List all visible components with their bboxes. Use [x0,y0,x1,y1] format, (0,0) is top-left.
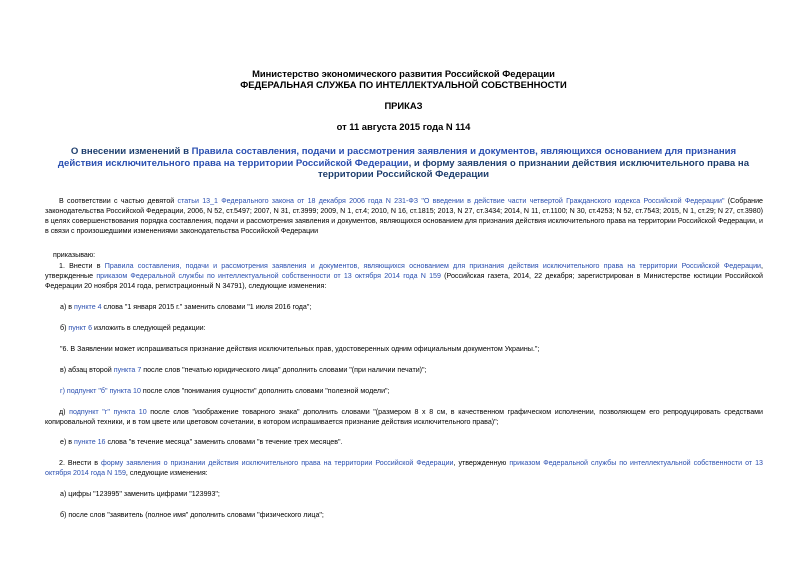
sub-item-g [60,386,390,396]
service-name: ФЕДЕРАЛЬНАЯ СЛУЖБА ПО ИНТЕЛЛЕКТУАЛЬНОЙ СОБСТВЕННОСТИ [240,79,567,90]
sub-b-text-end: изложить в следующей редакции: [92,324,206,332]
sub-item-v [60,365,427,375]
ministry-name: Министерство экономического развития Российской Федерации [252,68,555,79]
sub-g-text-end: после слов "понимания сущности" дополнить словами "полезной модели"; [140,387,390,395]
title-text: О внесении изменений в [70,146,192,157]
sub-d-text-end: после слов "изображение товарного знака" дополнить словами "(размером 8 х 8 см, в качественном графическом исполнении, позволяющем его репродуцировать средствами копировальной техники, и в том цвете или цветовом сочетании, в котором испрашивается признание действия исключительного права)"; [45,408,763,426]
preamble-text: В соответствии с частью девятой [59,197,178,205]
order-159-link[interactable]: приказом Федеральной службы по интеллектуальной собственности от 13 октября 2014 года N 159 [96,272,441,280]
item-2-sub-a: а) цифры "123995" заменить цифрами "123993"; [60,490,220,498]
point-4-link[interactable]: пункте 4 [74,303,102,311]
sub-item-a [60,302,311,312]
item-1-text-end: (Российская газета, 2014, 22 декабря; зарегистрирован в Министерстве юстиции Российской Федерации 20 ноября 2014 года, регистрационный N 34791), следующие изменения: [45,272,763,290]
preamble-paragraph [45,196,763,236]
law-link[interactable]: статьи 13_1 Федерального закона от 18 декабря 2006 года N 231-ФЗ "О введении в действие части четвертой Гражданского кодекса Российской Федерации" [177,197,725,205]
item-2-text-end: , следующие изменения: [125,469,208,477]
sub-b-text: б) [60,324,69,332]
point-7-link[interactable]: пункта 7 [113,366,142,374]
form-link[interactable]: форму заявления о признании действия исключительного права на территории Российской Федерации [100,459,454,467]
item-1-paragraph [45,261,763,291]
preamble-text-end: (Собрание законодательства Российской Федерации, 2006, N 52, ст.5497; 2007, N 31, ст.3999; 2009, N 1, ст.4; 2010, N 16, ст.1815; 2013, N 27, ст.3434; 2014, N 11, ст.1100; N 30, ст.4253; N 52, ст.7543; 2015, N 1, ст.29; N 27, ст.3980) в целях совершенствования порядка составления, подачи и рассмотрения заявления и документов, являющихся основанием для признания действия исключительного права на территории Российской Федерации, и в связи с произошедшими изменениями законодательства Российской Федерации [45,197,763,235]
doc-type: ПРИКАЗ [384,100,423,111]
quote-point-6: "6. В Заявлении может испрашиваться признание действия исключительных прав, удостоверенных одним официальным документом Украины."; [60,345,540,353]
title-rules-link[interactable]: Правила составления, подачи и рассмотрения заявления и документов, являющихся основанием для признания действия исключительного права на территории Российской Федерации [57,146,737,169]
sub-v-text-end: после слов "печатью юридического лица" дополнить словами "(при наличии печати)"; [141,366,427,374]
sub-item-d [45,407,763,427]
item-2-paragraph [45,458,763,478]
point-16-link[interactable]: пункте 16 [74,438,106,446]
item-2-text: 2. Внести в [59,459,101,467]
page-title [56,146,751,181]
sub-d-text: д) [59,408,70,416]
doc-date: от 11 августа 2015 года N 114 [336,121,471,132]
title-text-end: , и форму заявления о признании действия исключительного права на территории Российской Федерации [317,157,750,180]
point-10g-link[interactable]: подпункт "г" пункта 10 [69,408,147,416]
sub-item-e [60,437,343,447]
item-2-text-mid: , утвержденную [453,459,510,467]
point-10b-link[interactable]: г) подпункт "б" пункта 10 [60,387,141,395]
sub-v-text: в) абзац второй [60,366,114,374]
order-word: приказываю: [53,251,96,259]
sub-a-text-end: слова "1 января 2015 г." заменить словами "1 июля 2016 года"; [101,303,312,311]
item-1-text-mid: , утвержденные [45,262,763,280]
sub-a-text: а) в [60,303,75,311]
point-6-link[interactable]: пункт 6 [68,324,93,332]
sub-e-text: е) в [60,438,75,446]
sub-item-b [60,323,206,333]
sub-e-text-end: слова "в течение месяца" заменить словами "в течение трех месяцев". [105,438,343,446]
item-1-text: 1. Внести в [59,262,105,270]
order-159-link-2[interactable]: приказом Федеральной службы по интеллектуальной собственности от 13 октября 2014 года N 159 [45,459,763,477]
rules-link[interactable]: Правила составления, подачи и рассмотрения заявления и документов, являющихся основанием для признания действия исключительного права на территории Российской Федерации [104,262,762,270]
item-2-sub-b: б) после слов "заявитель (полное имя" дополнить словами "физического лица"; [60,511,324,519]
